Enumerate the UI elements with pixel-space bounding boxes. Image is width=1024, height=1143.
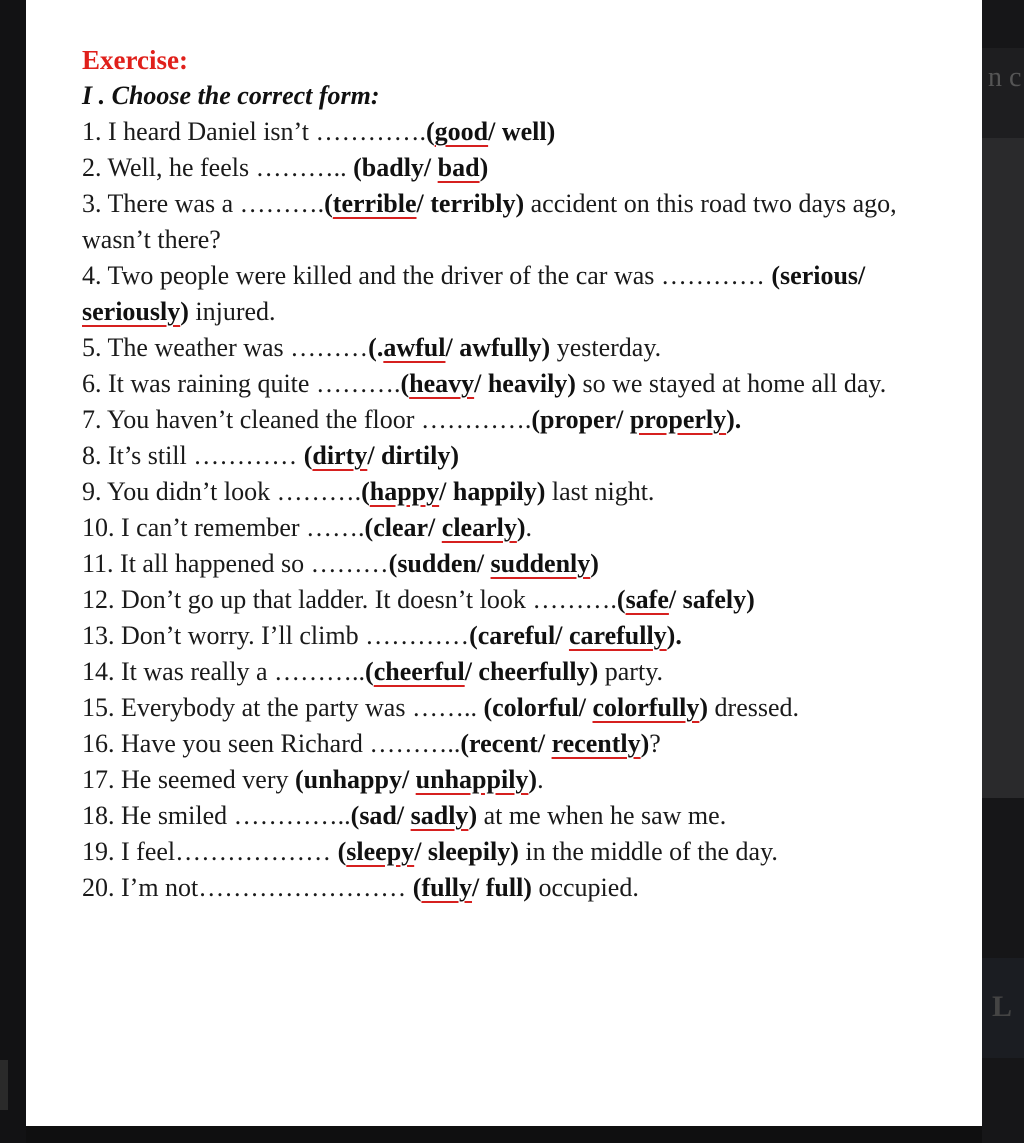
left-backdrop	[0, 0, 26, 1143]
exercise-list	[82, 114, 962, 906]
answer-options: (	[361, 477, 370, 506]
answer-options: (sad/	[350, 801, 411, 830]
answer-options: (proper/	[531, 405, 630, 434]
answer-options: (	[400, 369, 410, 398]
exercise-item	[82, 366, 962, 402]
item-text: 12. Don’t go up that ladder. It doesn’t look ……….	[82, 585, 617, 614]
answer-options: (sudden/	[388, 549, 491, 578]
item-text: party.	[598, 657, 663, 686]
selected-answer: fully	[421, 873, 473, 902]
item-text: 11. It all happened so ………	[82, 549, 389, 578]
answer-options: (	[303, 441, 313, 470]
answer-options: )	[516, 513, 526, 542]
exercise-item	[82, 654, 962, 690]
answer-options: )	[468, 801, 478, 830]
answer-options: / awfully)	[445, 333, 551, 362]
answer-options: / well)	[488, 117, 556, 146]
exercise-item	[82, 150, 962, 186]
selected-answer: good	[434, 117, 489, 146]
selected-answer: sadly	[410, 801, 469, 830]
item-text: 20. I’m not……………………	[82, 873, 413, 902]
answer-options: (	[425, 117, 435, 146]
item-text: 6. It was raining quite ……….	[82, 369, 401, 398]
answer-options: (	[616, 585, 626, 614]
exercise-item	[82, 438, 962, 474]
backdrop-mark	[0, 1060, 8, 1110]
answer-options: / heavily)	[474, 369, 576, 398]
exercise-item	[82, 186, 962, 258]
answer-options: / safely)	[668, 585, 755, 614]
answer-options: (	[412, 873, 422, 902]
item-text: last night.	[545, 477, 655, 506]
answer-options: (badly/	[353, 153, 438, 182]
answer-options: )	[528, 765, 538, 794]
answer-options: / sleepily)	[414, 837, 519, 866]
exercise-item	[82, 258, 962, 330]
selected-answer: dirty	[312, 441, 368, 470]
selected-answer: bad	[437, 153, 480, 182]
answer-options: (	[365, 657, 374, 686]
item-text: 13. Don’t worry. I’ll climb …………	[82, 621, 470, 650]
right-backdrop	[982, 0, 1024, 1143]
selected-answer: safe	[625, 585, 669, 614]
selected-answer: properly	[629, 405, 727, 434]
item-text: ?	[649, 729, 661, 758]
exercise-item	[82, 762, 962, 798]
item-text: 7. You haven’t cleaned the floor ………….	[82, 405, 532, 434]
answer-options: (	[337, 837, 347, 866]
item-text: 9. You didn’t look ……….	[82, 477, 362, 506]
exercise-item	[82, 726, 962, 762]
exercise-item	[82, 618, 962, 654]
answer-options: / dirtily)	[367, 441, 460, 470]
answer-options: )	[479, 153, 489, 182]
selected-answer: sleepy	[346, 837, 415, 866]
item-text: occupied.	[531, 873, 639, 902]
selected-answer: heavy	[409, 369, 475, 398]
answer-options: / terribly)	[416, 189, 525, 218]
exercise-item	[82, 474, 962, 510]
answer-options: (.	[368, 333, 384, 362]
answer-options: / happily)	[439, 477, 546, 506]
selected-answer: terrible	[332, 189, 417, 218]
answer-options: / cheerfully)	[464, 657, 599, 686]
item-text: injured.	[188, 297, 276, 326]
item-text: 1. I heard Daniel isn’t ………….	[82, 117, 426, 146]
answer-options: )	[180, 297, 189, 326]
answer-options: ).	[666, 621, 682, 650]
item-text: 8. It’s still …………	[82, 441, 304, 470]
answer-options: (careful/	[469, 621, 569, 650]
selected-answer: cheerful	[373, 657, 465, 686]
item-text: at me when he saw me.	[477, 801, 727, 830]
item-text: so we stayed at home all day.	[575, 369, 887, 398]
answer-options: (recent/	[460, 729, 552, 758]
exercise-item	[82, 114, 962, 150]
answer-options: (	[324, 189, 333, 218]
item-text: .	[525, 513, 533, 542]
answer-options: )	[590, 549, 599, 578]
item-text: .	[537, 765, 544, 794]
item-text: 4. Two people were killed and the driver of the car was …………	[82, 261, 772, 290]
item-text: dressed.	[708, 693, 800, 722]
selected-answer: seriously	[82, 297, 181, 326]
item-text: 17. He seemed very	[82, 765, 295, 794]
item-text: 16. Have you seen Richard ………..	[82, 729, 461, 758]
answer-options: (serious/	[771, 261, 866, 290]
backdrop-edge-text: L	[992, 990, 1013, 1023]
item-text: 14. It was really a ………..	[82, 657, 366, 686]
exercise-item	[82, 402, 962, 438]
backdrop-band	[982, 138, 1024, 798]
exercise-item	[82, 582, 962, 618]
item-text: 10. I can’t remember …….	[82, 513, 365, 542]
answer-options: )	[699, 693, 709, 722]
selected-answer: colorfully	[592, 693, 700, 722]
backdrop-edge-text: n c	[988, 62, 1022, 93]
selected-answer: happy	[369, 477, 440, 506]
selected-answer: recently	[551, 729, 641, 758]
item-text: 5. The weather was ………	[82, 333, 369, 362]
item-text: in the middle of the day.	[518, 837, 778, 866]
selected-answer: awful	[383, 333, 446, 362]
item-text: yesterday.	[550, 333, 662, 362]
answer-options: / full)	[472, 873, 532, 902]
item-text: accident on this road two days ago, wasn’t there?	[82, 189, 897, 254]
exercise-item	[82, 798, 962, 834]
selected-answer: clearly	[441, 513, 517, 542]
selected-answer: carefully	[568, 621, 667, 650]
item-text: 2. Well, he feels ………..	[82, 153, 354, 182]
item-text: 15. Everybody at the party was ……..	[82, 693, 484, 722]
exercise-item	[82, 510, 962, 546]
exercise-item	[82, 690, 962, 726]
answer-options: (unhappy/	[294, 765, 416, 794]
answer-options: (colorful/	[483, 693, 593, 722]
selected-answer: unhappily	[415, 765, 529, 794]
exercise-content	[82, 42, 962, 906]
exercise-item	[82, 330, 962, 366]
exercise-subtitle: I . Choose the correct form:	[82, 81, 380, 110]
exercise-item	[82, 546, 962, 582]
exercise-item	[82, 870, 962, 906]
answer-options: ).	[726, 405, 742, 434]
item-text: 19. I feel………………	[82, 837, 338, 866]
answer-options: )	[640, 729, 650, 758]
item-text: 3. There was a ……….	[82, 189, 325, 218]
selected-answer: suddenly	[490, 549, 591, 578]
answer-options: (clear/	[364, 513, 442, 542]
document-page	[26, 0, 982, 1126]
exercise-title: Exercise:	[82, 45, 188, 75]
item-text: 18. He smiled …………..	[82, 801, 351, 830]
exercise-item	[82, 834, 962, 870]
